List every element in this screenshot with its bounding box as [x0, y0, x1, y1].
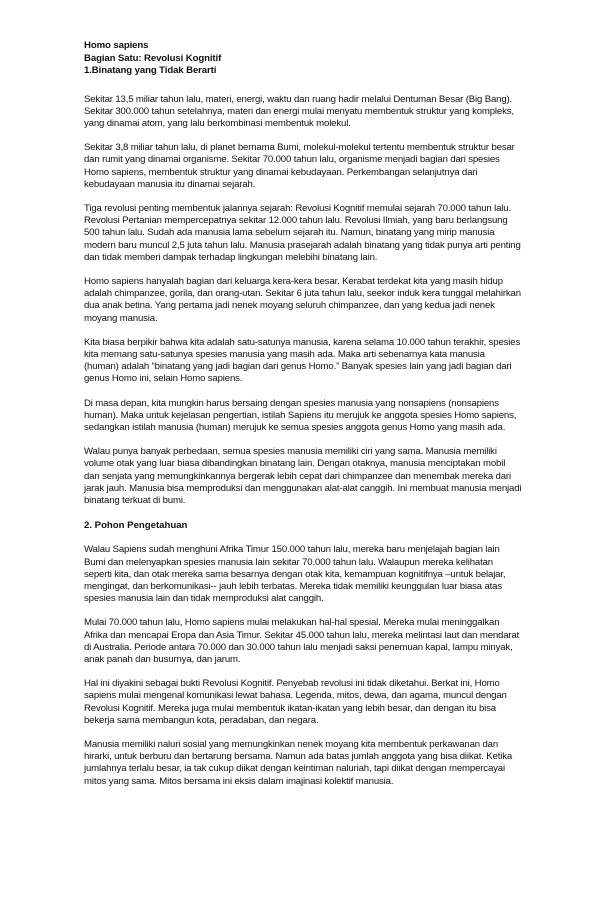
paragraph: Walau punya banyak perbedaan, semua spesies manusia memiliki ciri yang sama. Manusia memiliki volume otak yang luar biasa dibandingkan binatang lain. Dengan otaknya, manusia menciptakan mobil dan senjata yang memungkinkannya bergerak lebih cepat dari chimpanzee dan menembak mereka dari jarak jauh. Manusia bisa memproduksi dan menggunakan alat-alat canggih. Ini membuat manusia menjadi binatang terkuat di bumi.	[84, 446, 522, 506]
paragraph: Hal ini diyakini sebagai bukti Revolusi Kognitif. Penyebab revolusi ini tidak diketahui. Berkat ini, Homo sapiens mulai mengenal komunikasi lewat bahasa. Legenda, mitos, dewa, dan agama, muncul dengan Revolusi Kognitif. Mereka juga mulai membentuk ikatan-ikatan yang lebih besar, dan dengan itu bisa bekerja sama membangun kota, peradaban, dan negara.	[84, 678, 507, 726]
paragraph: Walau Sapiens sudah menghuni Afrika Timur 150.000 tahun lalu, mereka baru menjelajah bagian lain Bumi dan melenyapkan spesies manusia lain sekitar 70.000 tahun lalu. Walaupun mereka kelihatan seperti kita, dan otak mereka sama besarnya dengan otak kita, kemampuan kognitifnya –untuk belajar, mengingat, dan berkomunikasi-- jauh lebih terbatas. Mereka tidak memiliki keunggulan luar biasa atas spesies manusia lain dan tidak memproduksi alat canggih.	[84, 544, 506, 605]
document-title: Homo sapiens	[84, 40, 149, 51]
paragraph: Tiga revolusi penting membentuk jalannya sejarah: Revolusi Kognitif memulai sejarah 70.000 tahun lalu. Revolusi Pertanian mempercepatnya sekitar 12.000 tahun lalu. Revolusi Ilmiah, yang baru berlangsung 500 tahun lalu. Sudah ada manusia lama sebelum sejarah itu. Namun, binatang yang mirip manusia modern baru muncul 2,5 juta tahun lalu. Manusia prasejarah adalah binatang yang tidak punya arti penting dan tidak memberi dampak terhadap lingkungan melebihi binatang lain.	[84, 202, 521, 263]
paragraph: Sekitar 3,8 miliar tahun lalu, di planet bernama Bumi, molekul-molekul tertentu membentuk struktur besar dan rumit yang dinamai organisme. Sekitar 70.000 tahun lalu, organisme menjadi bagian dari spesies Homo sapiens, membentuk struktur yang dinamai kebudayaan. Perkembangan selanjutnya dari kebudayaan manusia itu dinamai sejarah.	[84, 142, 515, 190]
chapter-title: 1.Binatang yang Tidak Berarti	[84, 65, 217, 76]
part-title: Bagian Satu: Revolusi Kognitif	[84, 52, 222, 64]
section-heading: 2. Pohon Pengetahuan	[84, 520, 188, 532]
paragraph: Manusia memiliki naluri sosial yang memungkinkan nenek moyang kita membentuk perkawanan dan hirarki, untuk berburu dan bertarung bersama. Namun ada batas jumlah anggota yang bisa diikat. Ketika jumlahnya terlalu besar, ia tak cukup diikat dengan keintiman naluriah, tapi diikat dengan mempercayai mitos yang sama. Mitos bersama ini eksis dalam imajinasi kolektif manusia.	[84, 739, 513, 787]
paragraph: Mulai 70.000 tahun lalu, Homo sapiens mulai melakukan hal-hal spesial. Mereka mulai meninggalkan Afrika dan mencapai Eropa dan Asia Timur. Sekitar 45.000 tahun lalu, mereka melintasi laut dan mendarat di Australia. Periode antara 70.000 dan 30.000 tahun lalu menjadi saksi penemuan kapal, lampu minyak, anak panah dan busurnya, dan jarum.	[84, 617, 520, 666]
paragraph: Kita biasa berpikir bahwa kita adalah satu-satunya manusia, karena selama 10.000 tahun terakhir, spesies kita memang satu-satunya spesies manusia yang masih ada. Maka arti sebenarnya kata manusia (human) adalah “binatang yang jadi bagian dari genus Homo.” Banyak spesies lain yang jadi bagian dari genus Homo ini, selain Homo sapiens.	[84, 336, 521, 385]
paragraph: Sekitar 13,5 miliar tahun lalu, materi, energi, waktu dan ruang hadir melalui Dentuman Besar (Big Bang). Sekitar 300.000 tahun setelahnya, materi dan energi mulai menyatu membentuk struktur yang kompleks, yang dinamai atom, yang lalu berkombinasi membentuk molekul.	[84, 93, 514, 129]
paragraph: Homo sapiens hanyalah bagian dari keluarga kera-kera besar. Kerabat terdekat kita yang masih hidup adalah chimpanzee, gorila, dan orang-utan. Sekitar 6 juta tahun lalu, seekor induk kera tunggal melahirkan dua anak betina. Yang pertama jadi nenek moyang seluruh chimpanzee, dan yang kedua jadi nenek moyang manusia.	[84, 275, 521, 324]
paragraph: Di masa depan, kita mungkin harus bersaing dengan spesies manusia yang nonsapiens (nonsapiens human). Maka untuk kejelasan pengertian, istilah Sapiens itu merujuk ke anggota spesies Homo sapiens, sedangkan istilah manusia (human) merujuk ke semua spesies anggota genus Homo yang masih ada.	[84, 397, 517, 433]
